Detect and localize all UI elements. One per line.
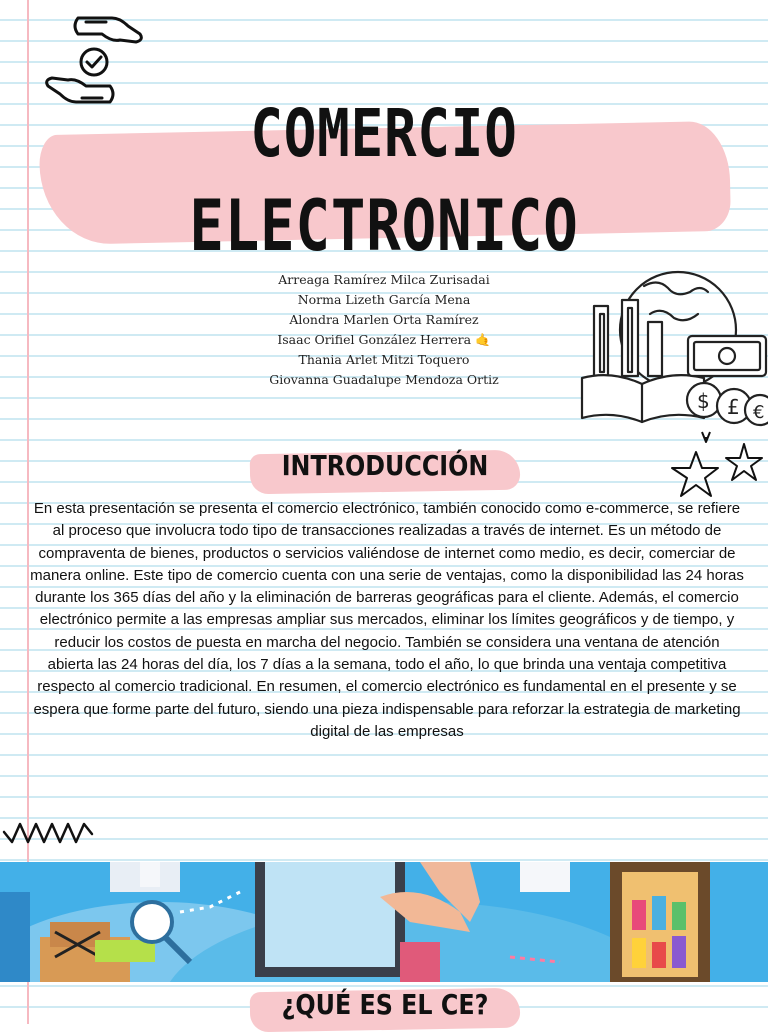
title-line-2: ELECTRONICO (189, 185, 579, 267)
next-heading: ¿QUÉ ES EL CE? (281, 988, 489, 1021)
stars-doodle (668, 428, 768, 503)
ecommerce-illustration-image (0, 862, 768, 982)
title-line-1: COMERCIO (250, 95, 518, 172)
svg-text:$: $ (697, 389, 710, 413)
author-name: Norma Lizeth García Mena (297, 292, 471, 307)
author-name: Thania Arlet Mitzi Toquero (298, 352, 470, 367)
intro-paragraph: En esta presentación se presenta el comercio electrónico, también conocido como e-commerce, se refiere al proceso que involucra todo tipo de transacciones realizadas a través de internet. Es un método de compraventa de bienes, productos o servicios valiéndose de internet como medio, es decir, comerciar de manera online. Este tipo de comercio cuenta con una serie de ventajas, como la disponibilidad las 24 horas durante los 365 días del año y la eliminación de barreras geográficas para el cliente. Además, el comercio electrónico permite a las empresas ampliar sus mercados, eliminar los límites geográficos y de tiempo, y reducir los costos de puesta en marcha del negocio. También se considera una ventana de atención abierta las 24 horas del día, los 7 días a la semana, todo el año, lo que brinda una ventaja competitiva respecto al comercio tradicional. En resumen, el comercio electrónico es fundamental en el presente y se espera que forme parte del futuro, siendo una pieza indispensable para reforzar la estrategia de marketing digital de las empresas (30, 500, 744, 740)
intro-heading: INTRODUCCIÓN (281, 449, 489, 482)
author-name: Arreaga Ramírez Milca Zurisadai (278, 272, 490, 287)
zigzag-doodle (2, 820, 94, 846)
svg-text:£: £ (727, 395, 740, 419)
author-list (160, 270, 608, 390)
author-name: Alondra Marlen Orta Ramírez (289, 312, 479, 327)
author-name: Giovanna Guadalupe Mendoza Ortiz (269, 372, 499, 387)
globe-money-illustration (578, 258, 768, 433)
author-name: Isaac Orifiel González Herrera 🤙 (277, 332, 491, 347)
svg-text:€: € (753, 402, 765, 423)
